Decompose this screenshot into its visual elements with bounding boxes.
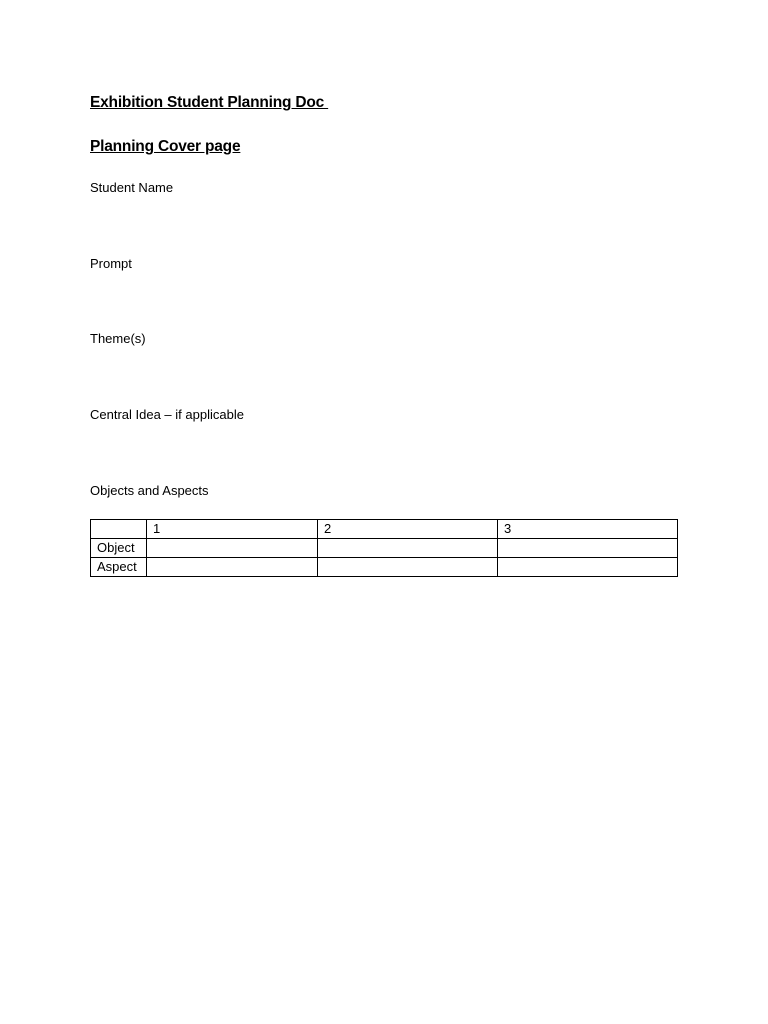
column-header-1: 1 (147, 520, 318, 539)
column-header-2: 2 (318, 520, 498, 539)
column-header-3: 3 (498, 520, 678, 539)
object-cell-1[interactable] (147, 539, 318, 558)
object-cell-3[interactable] (498, 539, 678, 558)
student-name-label: Student Name (90, 180, 174, 195)
table-header-row (91, 520, 678, 539)
document-title: Exhibition Student Planning Doc (90, 94, 329, 111)
table-corner-cell (91, 520, 147, 539)
objects-and-aspects-label: Objects and Aspects (90, 483, 209, 498)
aspect-cell-3[interactable] (498, 558, 678, 577)
object-cell-2[interactable] (318, 539, 498, 558)
row-label-object: Object (91, 539, 147, 558)
objects-aspects-table (90, 519, 678, 577)
aspect-cell-1[interactable] (147, 558, 318, 577)
prompt-label: Prompt (90, 256, 132, 271)
aspect-cell-2[interactable] (318, 558, 498, 577)
cover-page-heading: Planning Cover page (90, 138, 241, 155)
central-idea-label: Central Idea – if applicable (90, 407, 244, 422)
table-row-object (91, 539, 678, 558)
themes-label: Theme(s) (90, 331, 146, 346)
table-row-aspect (91, 558, 678, 577)
row-label-aspect: Aspect (91, 558, 147, 577)
